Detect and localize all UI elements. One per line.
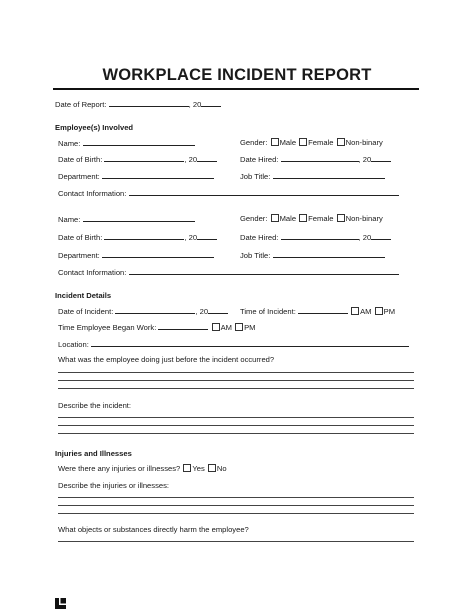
employee1-hired-year-prefix: , 20	[358, 155, 372, 164]
incident-time-label: Time of Incident:	[240, 307, 296, 316]
employee2-hired-label: Date Hired:	[240, 233, 279, 242]
answer-line[interactable]	[58, 380, 414, 381]
employee1-name-label: Name:	[58, 139, 81, 148]
employee2-hired-year-prefix: , 20	[358, 233, 372, 242]
employee1-hired-row	[240, 154, 391, 165]
location-label: Location:	[58, 340, 89, 349]
began-work-am-label: AM	[220, 323, 232, 332]
form-title: WORKPLACE INCIDENT REPORT	[102, 66, 372, 84]
answer-line[interactable]	[58, 541, 414, 542]
employee2-name-field[interactable]	[83, 214, 195, 222]
answer-line[interactable]	[58, 372, 414, 373]
incident-time-am-label: AM	[360, 307, 372, 316]
employee2-dob-year-field[interactable]	[197, 232, 217, 240]
title-divider	[53, 88, 419, 90]
date-of-report-field[interactable]	[109, 99, 189, 107]
describe-injuries-label: Describe the injuries or illnesses:	[58, 481, 169, 490]
employee1-dob-field[interactable]	[104, 154, 184, 162]
employee1-dob-label: Date of Birth:	[58, 155, 103, 164]
began-work-am-checkbox[interactable]	[212, 323, 220, 331]
employee1-male-checkbox[interactable]	[271, 138, 279, 146]
employee1-dob-year-field[interactable]	[197, 154, 217, 162]
incident-heading: Incident Details	[55, 291, 112, 300]
answer-line[interactable]	[58, 417, 414, 418]
began-work-field[interactable]	[158, 322, 208, 330]
incident-time-pm-label: PM	[383, 307, 396, 316]
incident-time-am-checkbox[interactable]	[351, 307, 359, 315]
incident-time-pm-checkbox[interactable]	[375, 307, 383, 315]
employees-heading: Employee(s) Involved	[55, 123, 134, 132]
employee2-dob-year-prefix: , 20	[184, 233, 198, 242]
employee1-nonbinary-checkbox[interactable]	[337, 138, 345, 146]
injuries-yes-checkbox[interactable]	[183, 464, 191, 472]
employee1-male-label: Male	[279, 138, 297, 147]
began-work-label: Time Employee Began Work:	[58, 323, 157, 332]
employee1-female-label: Female	[308, 138, 334, 147]
employee2-male-checkbox[interactable]	[271, 214, 279, 222]
incident-date-year-field[interactable]	[208, 306, 228, 314]
employee1-department-label: Department:	[58, 172, 100, 181]
employee2-female-checkbox[interactable]	[299, 214, 307, 222]
employee2-contact-row	[58, 267, 399, 278]
employee1-jobtitle-row	[240, 171, 385, 182]
date-of-report-row	[55, 99, 221, 110]
employee1-jobtitle-field[interactable]	[273, 171, 385, 179]
injuries-no-label: No	[216, 464, 227, 473]
employee2-department-label: Department:	[58, 251, 100, 260]
employee1-hired-year-field[interactable]	[371, 154, 391, 162]
employee2-department-field[interactable]	[102, 250, 214, 258]
answer-line[interactable]	[58, 433, 414, 434]
employee2-gender-row	[240, 214, 383, 224]
employee1-contact-label: Contact Information:	[58, 189, 127, 198]
employee1-department-field[interactable]	[102, 171, 214, 179]
employee1-female-checkbox[interactable]	[299, 138, 307, 146]
employee1-jobtitle-label: Job Title:	[240, 172, 271, 181]
incident-date-field[interactable]	[115, 306, 195, 314]
employee2-dob-field[interactable]	[104, 232, 184, 240]
employee2-jobtitle-field[interactable]	[273, 250, 385, 258]
date-of-report-label: Date of Report:	[55, 100, 107, 109]
employee2-jobtitle-label: Job Title:	[240, 251, 271, 260]
employee1-name-field[interactable]	[83, 138, 195, 146]
began-work-row	[58, 322, 256, 333]
injuries-question-label: Were there any injuries or illnesses?	[58, 464, 181, 473]
describe-incident-label: Describe the incident:	[58, 401, 132, 410]
incident-time-row	[240, 306, 395, 317]
employee2-contact-field[interactable]	[129, 267, 399, 275]
answer-line[interactable]	[58, 513, 414, 514]
employee2-jobtitle-row	[240, 250, 385, 261]
question-doing: What was the employee doing just before the incident occurred?	[58, 355, 275, 364]
date-of-report-year-field[interactable]	[201, 99, 221, 107]
incident-time-field[interactable]	[298, 306, 348, 314]
date-of-report-year-prefix: , 20	[188, 100, 202, 109]
employee1-contact-field[interactable]	[129, 188, 399, 196]
employee2-female-label: Female	[308, 214, 334, 223]
employee2-nonbinary-label: Non-binary	[345, 214, 383, 223]
employee1-gender-label: Gender:	[240, 138, 268, 147]
employee2-dob-label: Date of Birth:	[58, 233, 103, 242]
began-work-pm-checkbox[interactable]	[235, 323, 243, 331]
employee2-hired-year-field[interactable]	[371, 232, 391, 240]
employee1-dob-year-prefix: , 20	[184, 155, 198, 164]
employee2-dob-row	[58, 232, 217, 243]
incident-date-label: Date of Incident:	[58, 307, 114, 316]
employee2-name-row	[58, 214, 195, 225]
employee2-gender-label: Gender:	[240, 214, 268, 223]
employee2-department-row	[58, 250, 214, 261]
answer-line[interactable]	[58, 505, 414, 506]
injuries-yes-label: Yes	[192, 464, 205, 473]
employee1-gender-row	[240, 138, 383, 148]
brand-logo-icon	[55, 598, 66, 609]
incident-date-year-prefix: , 20	[195, 307, 209, 316]
employee1-hired-field[interactable]	[281, 154, 359, 162]
employee2-name-label: Name:	[58, 215, 81, 224]
location-field[interactable]	[91, 339, 409, 347]
answer-line[interactable]	[58, 497, 414, 498]
employee1-nonbinary-label: Non-binary	[345, 138, 383, 147]
answer-line[interactable]	[58, 388, 414, 389]
employee2-contact-label: Contact Information:	[58, 268, 127, 277]
employee1-department-row	[58, 171, 214, 182]
employee2-nonbinary-checkbox[interactable]	[337, 214, 345, 222]
injuries-heading: Injuries and Illnesses	[55, 449, 132, 458]
employee1-hired-label: Date Hired:	[240, 155, 279, 164]
objects-question: What objects or substances directly harm the employee?	[58, 525, 249, 534]
incident-date-row	[58, 306, 228, 317]
location-row	[58, 339, 409, 350]
employee2-hired-field[interactable]	[281, 232, 359, 240]
injuries-question-row	[58, 464, 227, 474]
employee1-name-row	[58, 138, 195, 149]
injuries-no-checkbox[interactable]	[208, 464, 216, 472]
employee1-dob-row	[58, 154, 217, 165]
employee2-male-label: Male	[279, 214, 297, 223]
employee2-hired-row	[240, 232, 391, 243]
employee1-contact-row	[58, 188, 399, 199]
answer-line[interactable]	[58, 425, 414, 426]
began-work-pm-label: PM	[244, 323, 256, 332]
